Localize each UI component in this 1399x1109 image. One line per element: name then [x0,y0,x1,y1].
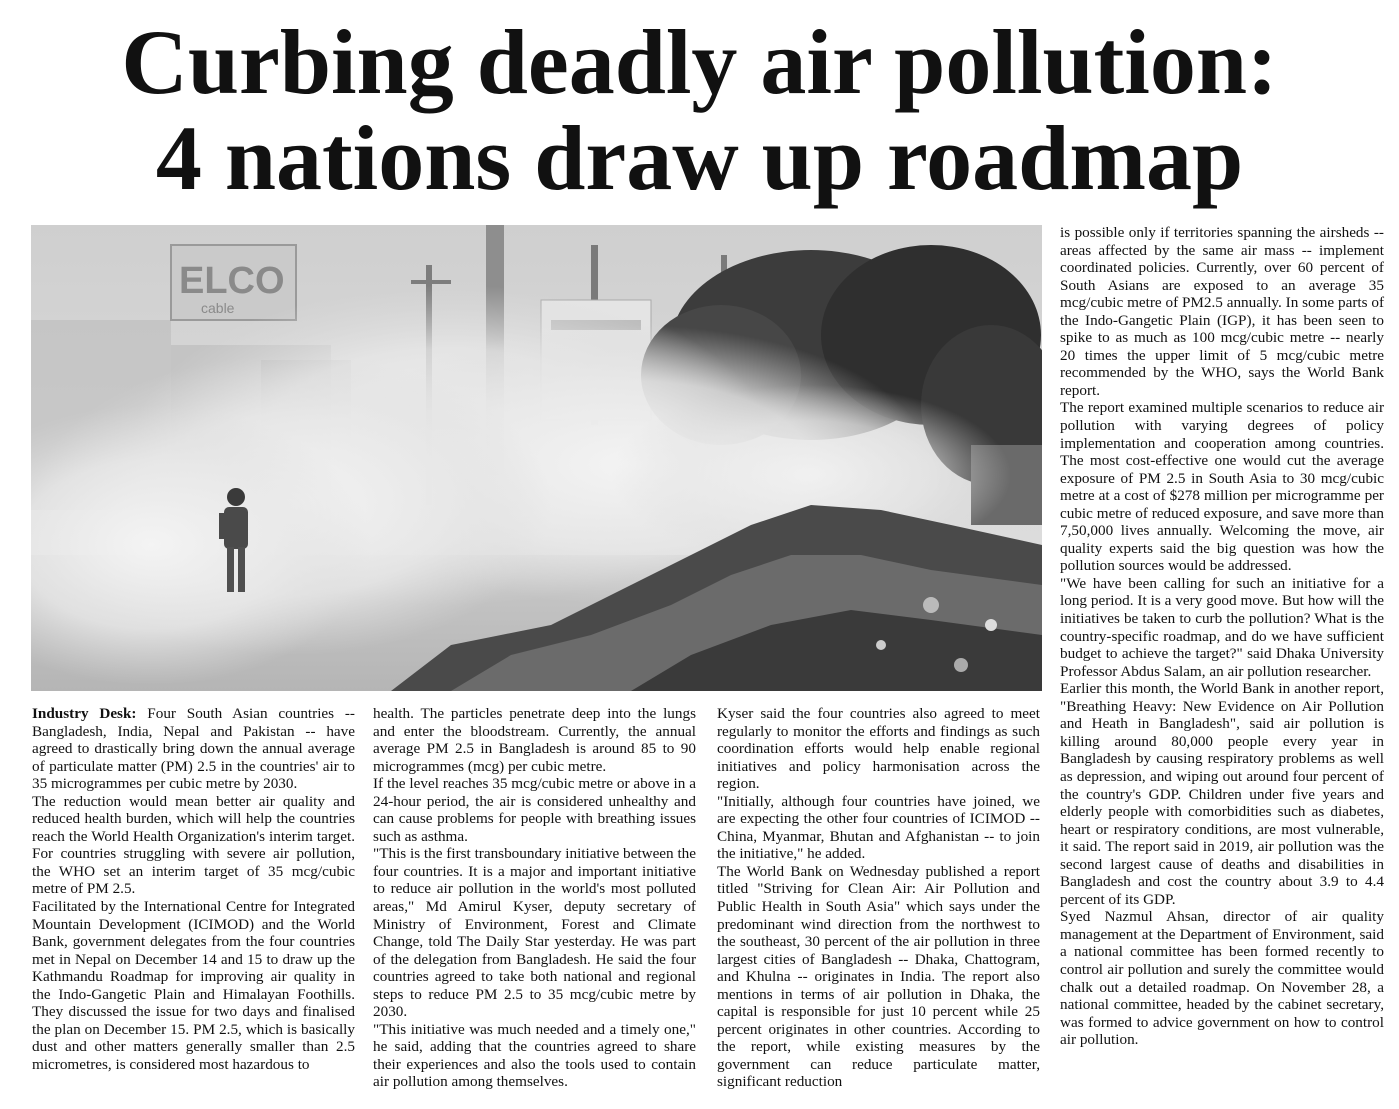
byline: Industry Desk: [32,705,137,722]
paragraph: "We have been calling for such an initiative for a long period. It is a very good move. But how will the initiatives be taken to curb the pollution? What is the country-specific roadmap, and do we have sufficient budget to achieve the target?" said Dhaka University Professor Abdus Salam, an air pollution researcher. [1060,574,1384,680]
article-column-3 [717,705,1040,1091]
paragraph: Kyser said the four countries also agreed to meet regularly to monitor the efforts and findings as such coordination efforts would help enable regional initiatives and policy harmonisation across the region. [717,705,1040,793]
sign-text: ELCO [179,260,285,302]
paragraph: The World Bank on Wednesday published a report titled "Striving for Clean Air: Air Pollution and Public Health in South Asia" which says under the predominant wind direction from the northwest to the southeast, 30 percent of the air pollution in three largest cities of Bangladesh -- Dhaka, Chattogram, and Khulna -- originates in India. The report also mentions in terms of air pollution in Dhaka, the capital is responsible for just 10 percent while 25 percent originates in other countries. According to the report, while existing measures by the government can reduce particulate matter, significant reduction [717,862,1040,1091]
paragraph: Facilitated by the International Centre for Integrated Mountain Development (ICIMOD) and the World Bank, government delegates from the four countries met in Nepal on December 14 and 15 to draw up the Kathmandu Roadmap for improving air quality in the Indo-Gangetic Plain and Himalayan Foothills. They discussed the issue for two days and finalised the plan on December 15. PM 2.5, which is basically dust and other matters generally smaller than 2.5 micrometres, is considered most hazardous to [32,898,355,1073]
paragraph: The report examined multiple scenarios to reduce air pollution with varying degrees of policy implementation and cooperation among countries. The most cost-effective one would cut the average exposure of PM 2.5 in South Asia to 30 mcg/cubic metre at a cost of $278 million per microgramme per cubic metre of reduced exposure, and save more than 7,50,000 lives annually. Welcoming the move, air quality experts said the big question was how the pollution sources would be addressed. [1060,399,1384,575]
paragraph-text: Four South Asian countries -- Bangladesh, India, Nepal and Pakistan -- have agreed to drastically bring down the annual average of particulate matter (PM) 2.5 in the countries' air to 35 microgrammes per cubic metre by 2030. [32,705,355,793]
headline [0,11,1399,209]
paragraph: Syed Nazmul Ahsan, director of air quality management at the Department of Environment, said a national committee has been formed recently to control air pollution and surely the committee would chalk out a detailed roadmap. On November 28, a national committee, headed by the cabinet secretary, was formed to advice government on how to control air pollution. [1060,908,1384,1049]
paragraph: "Initially, although four countries have joined, we are expecting the other four countries of ICIMOD -- China, Myanmar, Bhutan and Afghanistan -- to join the initiative," he added. [717,792,1040,863]
paragraph: Earlier this month, the World Bank in another report, "Breathing Heavy: New Evidence on Air Pollution and Heath in Bangladesh", said air pollution is killing around 80,000 people every year in Bangladesh by causing respiratory problems as well as depression, and wiping out around four percent of the country's GDP. Children under five years and elderly people with comorbidities such as diabetes, heart or respiratory conditions, are most vulnerable, it said. The report said in 2019, air pollution was the second largest cause of deaths and disabilities in Bangladesh and cost the country about 3.9 to 4.4 percent of its GDP. [1060,680,1384,908]
article-column-1 [32,705,355,1073]
article-column-2 [373,705,696,1091]
headline-line-2: 4 nations draw up roadmap [155,107,1244,209]
paragraph [32,705,355,793]
paragraph: "This initiative was much needed and a timely one," he said, adding that the countries agreed to share their experiences and also the tools used to contain air pollution among themselves. [373,1020,696,1091]
paragraph: is possible only if territories spanning the airsheds -- areas affected by the same air mass -- implement coordinated policies. Currently, over 60 percent of South Asians are exposed to an average 35 mcg/cubic metre of PM2.5 annually. In some parts of the Indo-Gangetic Plain (IGP), it has been seen to spike to as much as 100 mcg/cubic metre -- nearly 20 times the upper limit of 5 mcg/cubic metre recommended by the WHO, says the World Bank report. [1060,224,1384,399]
paragraph: If the level reaches 35 mcg/cubic metre or above in a 24-hour period, the air is considered unhealthy and can cause problems for people with breathing issues such as asthma. [373,775,696,845]
paragraph: The reduction would mean better air quality and reduced health burden, which will help the countries reach the World Health Organization's interim target. For countries struggling with severe air pollution, the WHO set an interim target of 35 mcg/cubic metre of PM 2.5. [32,792,355,898]
paragraph: "This is the first transboundary initiative between the four countries. It is a major and important initiative to reduce air pollution in the world's most polluted areas," Md Amirul Kyser, deputy secretary of Ministry of Environment, Forest and Climate Change, told The Daily Star yesterday. He was part of the delegation from Bangladesh. He said the four countries agreed to take both national and regional steps to reduce PM 2.5 to 35 mcg/cubic metre by 2030. [373,845,696,1021]
headline-line-1: Curbing deadly air pollution: [121,11,1278,113]
paragraph: health. The particles penetrate deep into the lungs and enter the bloodstream. Currently, the annual average PM 2.5 in Bangladesh is around 85 to 90 microgrammes (mcg) per cubic metre. [373,705,696,775]
news-photo [31,225,1042,691]
sign-subtext: cable [201,300,235,316]
article-column-4 [1060,224,1384,1049]
